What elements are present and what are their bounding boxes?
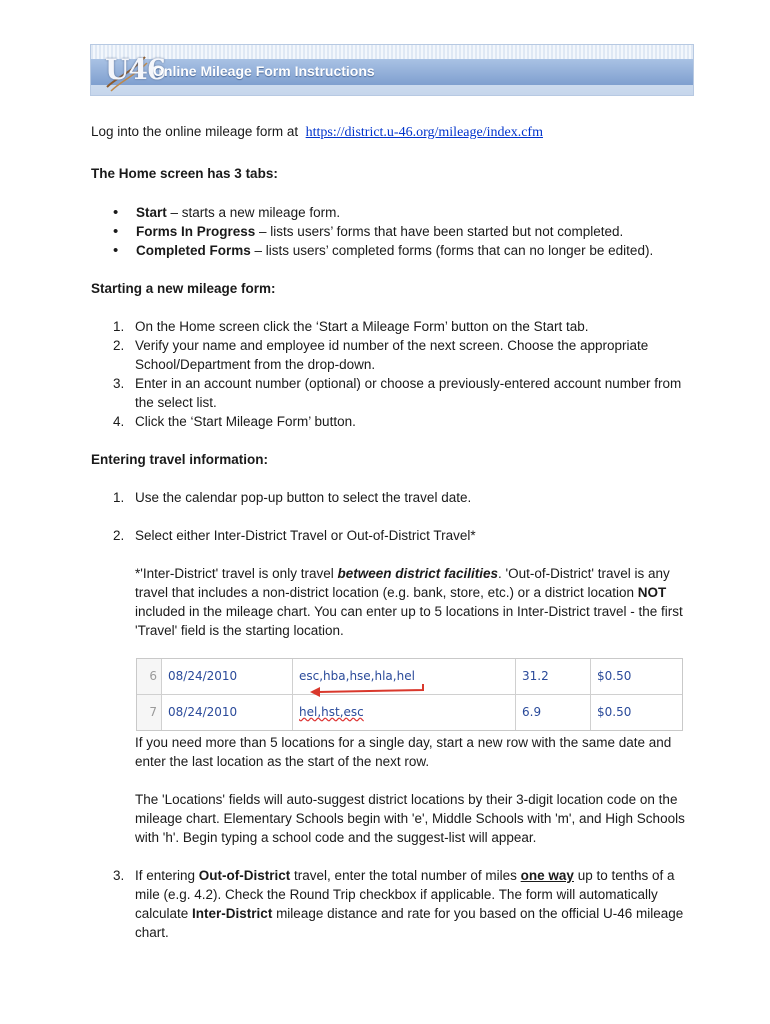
locations-value: esc,hba,hse,hla,hel xyxy=(299,669,415,683)
step-text: up to tenths of a mile (e.g. 4.2). Check the Round Trip checkbox if applicable. The form will automatically calculate xyxy=(135,868,675,921)
travel-note xyxy=(91,564,691,640)
u46-logo xyxy=(97,47,166,95)
step-text: On the Home screen click the ‘Start a Mileage Form’ button on the Start tab. xyxy=(135,319,589,334)
row-index: 7 xyxy=(137,695,162,731)
step-text: mileage distance and rate for you based on the official U-46 mileage chart. xyxy=(135,906,684,940)
amount-cell: $0.50 xyxy=(591,659,683,695)
banner-stripes xyxy=(91,45,693,59)
step-text: Use the calendar pop-up button to select the travel date. xyxy=(135,490,472,505)
locations-cell[interactable] xyxy=(293,695,516,731)
page-title: Online Mileage Form Instructions xyxy=(153,63,375,79)
step-text: travel, enter the total number of miles xyxy=(290,868,521,883)
step-emphasis: Out-of-District xyxy=(198,868,291,883)
tab-desc: – lists users’ forms that have been started but not completed. xyxy=(255,224,624,239)
travel-heading: Entering travel information: xyxy=(91,452,269,467)
miles-cell[interactable]: 6.9 xyxy=(516,695,591,731)
more-locations-paragraph: If you need more than 5 locations for a single day, start a new row with the same date and enter the last location as the start of the next row. xyxy=(135,735,672,769)
travel-steps-3 xyxy=(91,866,691,942)
home-tabs-list xyxy=(91,203,691,260)
intro-text: Log into the online mileage form at xyxy=(91,124,299,139)
list-item xyxy=(113,203,691,222)
tab-desc: – lists users’ completed forms (forms that can no longer be edited). xyxy=(250,243,654,258)
mileage-table-example xyxy=(136,658,683,731)
step-emphasis: one way xyxy=(520,868,574,883)
list-item: 1. Use the calendar pop-up button to select the travel date. xyxy=(113,490,472,505)
step-text: Enter in an account number (optional) or choose a previously-entered account number from the select list. xyxy=(135,376,682,410)
note-emphasis: NOT xyxy=(637,585,667,600)
tab-name: Start xyxy=(136,205,167,220)
step-text: If entering xyxy=(135,868,199,883)
list-item: 1. On the Home screen click the ‘Start a Mileage Form’ button on the Start tab. xyxy=(113,319,589,334)
list-item xyxy=(113,222,691,241)
note-text: included in the mileage chart. You can enter up to 5 locations in Inter-District travel - the first 'Travel' field is the starting location. xyxy=(135,604,683,638)
miles-cell[interactable]: 31.2 xyxy=(516,659,591,695)
list-item: 4. Click the ‘Start Mileage Form’ button. xyxy=(113,414,356,429)
document-body xyxy=(91,122,691,942)
mileage-form-link[interactable]: https://district.u-46.org/mileage/index.cfm xyxy=(305,125,543,140)
home-heading: The Home screen has 3 tabs: xyxy=(91,166,278,181)
list-item: 3. If entering Out-of-District travel, enter the total number of miles one way up to tenths of a mile (e.g. 4.2). Check the Round Trip checkbox if applicable. The form will automatically calculate Inter-District mileage distance and rate for you based on the official U-46 mileage chart. xyxy=(113,868,684,940)
auto-suggest-paragraph: The 'Locations' fields will auto-suggest district locations by their 3-digit location code on the mileage chart. Elementary Schools begin with 'e', Middle Schools with 'm', and High Schools with 'h'. Begin typing a school code and the suggest-list will appear. xyxy=(135,792,685,845)
list-item: 3. Enter in an account number (optional) or choose a previously-entered account number from the select list. xyxy=(113,376,682,410)
row-index: 6 xyxy=(137,659,162,695)
list-item: 2. Select either Inter-District Travel or Out-of-District Travel* xyxy=(113,528,476,543)
step-text: Click the ‘Start Mileage Form’ button. xyxy=(135,414,356,429)
header-banner xyxy=(90,44,694,96)
step-text: Verify your name and employee id number of the next screen. Choose the appropriate School/Department from the drop-down. xyxy=(135,338,649,372)
locations-value: hel,hst,esc xyxy=(299,705,364,719)
starting-heading: Starting a new mileage form: xyxy=(91,281,276,296)
tab-name: Completed Forms xyxy=(136,243,251,258)
step-text: Select either Inter-District Travel or Out-of-District Travel* xyxy=(135,528,476,543)
logo-text: U46 xyxy=(105,53,166,86)
list-item: 2. Verify your name and employee id number of the next screen. Choose the appropriate School/Department from the drop-down. xyxy=(113,338,649,372)
travel-steps xyxy=(91,488,691,507)
travel-steps-2 xyxy=(91,526,691,545)
starting-steps xyxy=(91,317,691,431)
note-text: . 'Out-of-District' travel is any travel that includes a non-district location (e.g. bank, store, etc.) or a district location xyxy=(135,566,670,600)
red-arrow-icon xyxy=(227,776,770,846)
note-emphasis: between district facilities xyxy=(337,566,499,581)
table-row xyxy=(137,659,682,695)
tab-name: Forms In Progress xyxy=(136,224,256,239)
table-row xyxy=(137,695,682,731)
mileage-table xyxy=(137,659,682,730)
step-emphasis: Inter-District xyxy=(192,906,273,921)
list-item xyxy=(113,241,691,260)
date-cell[interactable]: 08/24/2010 xyxy=(162,659,293,695)
tab-desc: – starts a new mileage form. xyxy=(166,205,341,220)
date-cell[interactable]: 08/24/2010 xyxy=(162,695,293,731)
note-text: *'Inter-District' travel is only travel xyxy=(135,566,338,581)
intro-line xyxy=(91,122,691,142)
amount-cell: $0.50 xyxy=(597,705,632,719)
locations-cell[interactable] xyxy=(293,659,516,695)
